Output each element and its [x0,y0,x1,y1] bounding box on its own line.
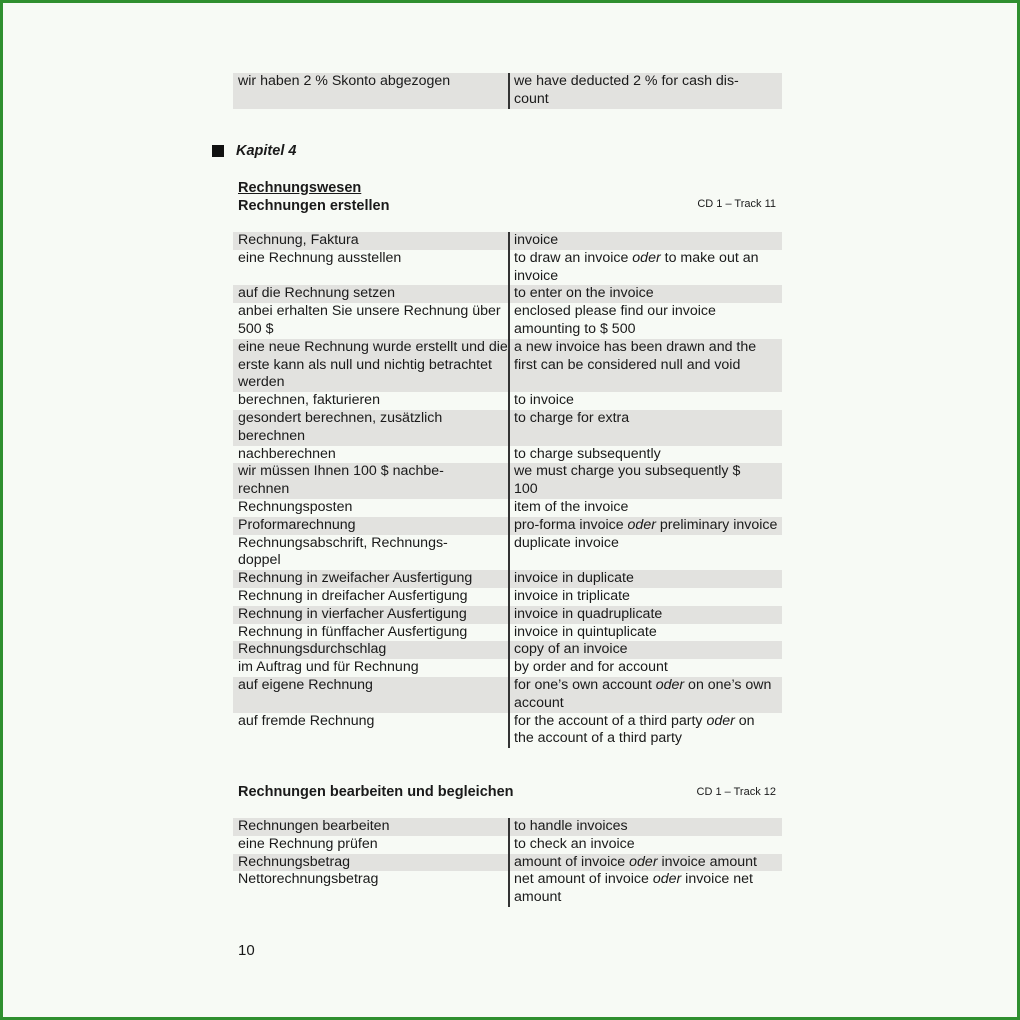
table-row [233,499,782,517]
english-term: duplicate invoice [508,535,782,571]
table-row [233,517,782,535]
english-term: to charge subsequently [508,446,782,464]
chapter-heading [212,143,296,159]
german-term: Rechnungen bearbeiten [238,818,390,834]
table-row [233,818,782,836]
english-term: we must charge you subsequently $ 100 [508,463,782,499]
table-row [233,463,782,499]
chapter-title: Kapitel 4 [236,143,297,159]
english-term: for the account of a third party oder on the account of a third party [508,713,782,749]
table-row [233,677,782,713]
table-row [233,339,782,392]
track-label: CD 1 – Track 11 [697,198,776,210]
table-row [233,836,782,854]
english-term: item of the invoice [508,499,782,517]
german-term: Proformarechnung [238,516,356,533]
english-term: to draw an invoice oder to make out an invoice [508,250,782,286]
german-term: Rechnungsposten [238,498,353,515]
german-term: auf eigene Rechnung [238,676,373,693]
german-term: Rechnung in zweifacher Ausfertigung [238,570,473,587]
german-term: im Auftrag und für Rechnung [238,659,419,676]
english-term: invoice [508,232,782,250]
german-term: Rechnung in dreifacher Ausfertigung [238,587,468,604]
german-term: nachberechnen [238,445,336,462]
table-row [233,446,782,464]
german-term: auf fremde Rechnung [238,712,375,729]
english-term: pro-forma invoice oder preliminary invoice [508,517,782,535]
english-term: for one’s own account oder on one’s own account [508,677,782,713]
table-row [233,606,782,624]
german-term: wir haben 2 % Skonto abgezogen [238,73,451,89]
german-term: Rechnungsabschrift, Rechnungs- doppel [238,534,448,569]
table-row [233,392,782,410]
german-term: Rechnungsbetrag [238,853,351,870]
german-term: Nettorechnungsbetrag [238,871,379,888]
english-term: net amount of invoice oder invoice net amount [508,871,782,907]
english-term: to enter on the invoice [508,285,782,303]
page-number: 10 [238,942,255,959]
english-term: invoice in triplicate [508,588,782,606]
english-term: to check an invoice [508,836,782,854]
vocab-table-top [233,73,782,109]
english-term: by order and for account [508,659,782,677]
table-row [233,73,782,109]
german-term: Rechnung in fünffacher Ausfertigung [238,623,468,640]
table-row [233,232,782,250]
section2-title: Rechnungen bearbeiten und begleichen [238,784,514,800]
english-term: to handle invoices [508,818,782,836]
table-row [233,659,782,677]
vocab-table-handling [233,818,782,907]
english-term: amount of invoice oder invoice amount [508,854,782,872]
german-term: Rechnung, Faktura [238,232,359,248]
table-row [233,250,782,286]
table-row [233,624,782,642]
table-row [233,713,782,749]
german-term: anbei erhalten Sie unsere Rechnung über 500 $ [238,303,501,337]
table-row [233,303,782,339]
english-term: invoice in quintuplicate [508,624,782,642]
section-title: Rechnungswesen [238,180,362,196]
vocab-table-invoices [233,232,782,748]
table-row [233,535,782,571]
table-row [233,854,782,872]
german-term: gesondert berechnen, zusätzlich berechnen [238,409,443,444]
english-term: we have deducted 2 % for cash dis- count [508,73,782,109]
table-row [233,641,782,659]
german-term: Rechnungsdurchschlag [238,641,387,658]
english-term: invoice in duplicate [508,570,782,588]
german-term: Rechnung in vierfacher Ausfertigung [238,605,467,622]
english-term: enclosed please find our invoice amounting to $ 500 [508,303,782,339]
square-bullet-icon [212,145,224,157]
german-term: wir müssen Ihnen 100 $ nachbe- rechnen [238,463,444,498]
german-term: berechnen, fakturieren [238,392,380,409]
table-row [233,410,782,446]
german-term: auf die Rechnung setzen [238,285,395,302]
track-label-2: CD 1 – Track 12 [696,786,776,798]
german-term: eine neue Rechnung wurde erstellt und die erste kann als null und nichtig betrachtet werden [238,338,508,391]
english-term: to invoice [508,392,782,410]
english-term: to charge for extra [508,410,782,446]
table-row [233,570,782,588]
german-term: eine Rechnung prüfen [238,835,378,852]
table-row [233,588,782,606]
table-row [233,871,782,907]
table-row [233,285,782,303]
section-subtitle: Rechnungen erstellen [238,198,390,214]
english-term: a new invoice has been drawn and the first can be considered null and void [508,339,782,392]
english-term: invoice in quadruplicate [508,606,782,624]
english-term: copy of an invoice [508,641,782,659]
german-term: eine Rechnung ausstellen [238,249,402,266]
